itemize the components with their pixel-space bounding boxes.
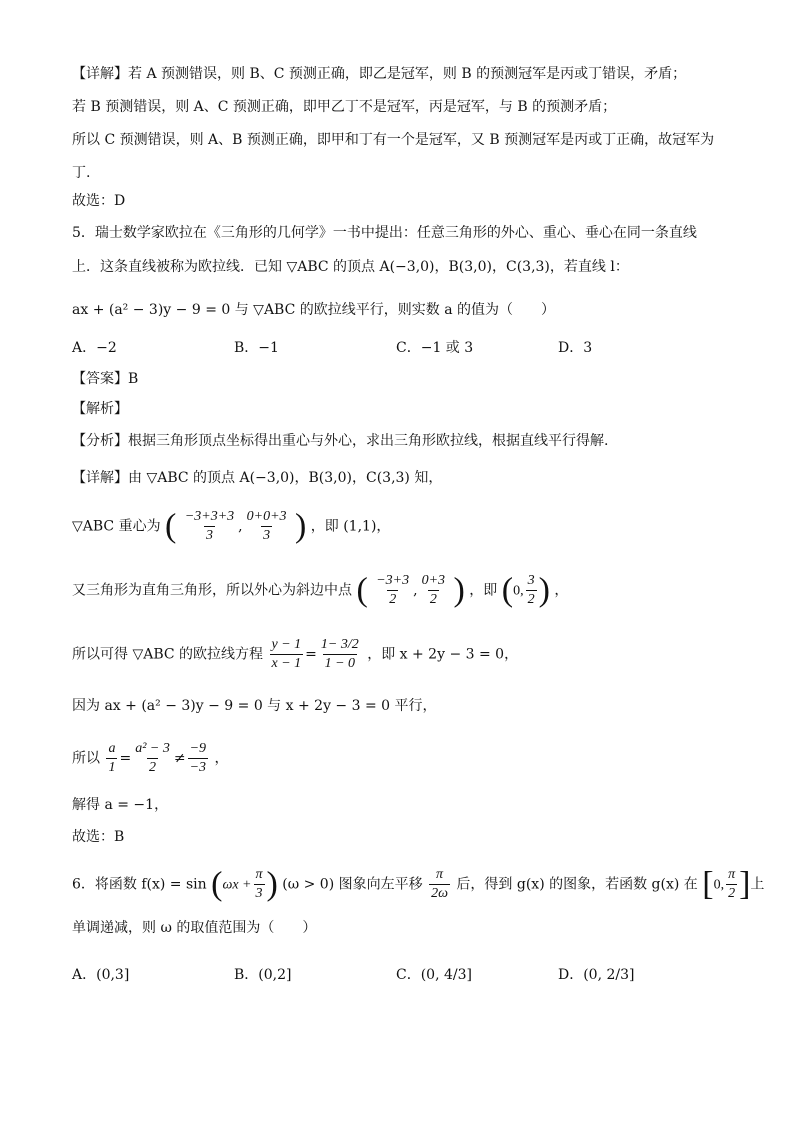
choice-line-1: 故选：D <box>72 193 126 209</box>
choice-line-2: 故选：B <box>72 829 125 845</box>
centroid-label: ▽ABC 重心为 <box>72 518 161 535</box>
solution-line-5: 因为 ax + (a² − 3)y − 9 = 0 与 x + 2y − 3 = 0 平行， <box>72 698 437 714</box>
right-paren: ) <box>453 571 465 609</box>
circumcenter-label: 又三角形为直角三角形，所以外心为斜边中点 <box>72 582 352 599</box>
q6-option-b: B．(0,2] <box>234 967 292 983</box>
solution-line-1: 【详解】由 ▽ABC 的顶点 A(−3,0)，B(3,0)，C(3,3) 知， <box>72 470 443 486</box>
solution-line-2: ▽ABC 重心为 ( $\frac{-3+3+3}{3}$ , $\frac{0+0+3}{3}$ ) ，即 (1,1)， <box>72 507 391 545</box>
centroid-x-fraction: $\frac{-3+3+3}{3}$ <box>184 509 235 543</box>
ratio-fraction-3: $\frac{-9}{-3}$ <box>189 741 207 775</box>
circumcenter-result-fraction: $\frac{3}{2}$ <box>527 573 535 607</box>
solution-line-3: 又三角形为直角三角形，所以外心为斜边中点 ( $\frac{-3+3}{2}$ , $\frac{0+3}{2}$ ) ，即 (0, $\frac{3}{2}$ ) ， <box>72 571 569 609</box>
slope-lhs-fraction: $\frac{y - 1}{x - 1}$ <box>271 637 302 671</box>
detail-line-1: 【详解】若 A 预测错误，则 B、C 预测正确，即乙是冠军，则 B 的预测冠军是丙或丁错误，矛盾； <box>72 66 687 82</box>
q5-option-b: B．−1 <box>234 340 279 356</box>
left-paren: ( <box>165 507 177 545</box>
centroid-result: ，即 (1,1)， <box>310 518 391 535</box>
slope-rhs-fraction: $\frac{1- 3/2}{1 - 0}$ <box>320 637 359 671</box>
q6-option-c: C．(0, 4/3] <box>396 967 472 983</box>
question-6-line-2: 单调递减，则 ω 的取值范围为（ ） <box>72 920 317 936</box>
phase-fraction: $\frac{\pi}{3}$ <box>255 867 263 901</box>
q6-option-a: A．(0,3] <box>72 967 130 983</box>
solution-line-4: 所以可得 ▽ABC 的欧拉线方程 $\frac{y - 1}{x - 1}$ = $\frac{1- 3/2}{1 - 0}$ ，即 x + 2y − 3 = 0， <box>72 637 519 671</box>
interval-fraction: $\frac{\pi}{2}$ <box>728 867 736 901</box>
solution-line-7: 解得 a = −1， <box>72 797 169 813</box>
right-paren: ) <box>294 507 307 545</box>
euler-line-label: 所以可得 ▽ABC 的欧拉线方程 <box>72 646 264 663</box>
detail-line-2: 若 B 预测错误，则 A、C 预测正确，即甲乙丁不是冠军，丙是冠军，与 B 的预测矛盾； <box>72 99 617 115</box>
question-5-line-2: 上．这条直线被称为欧拉线．已知 ▽ABC 的顶点 A(−3,0)，B(3,0)，C(3,3)，若直线 l： <box>72 259 629 275</box>
circumcenter-y-fraction: $\frac{0+3}{2}$ <box>421 573 446 607</box>
circumcenter-x-fraction: $\frac{-3+3}{2}$ <box>376 573 410 607</box>
euler-line-result: ，即 x + 2y − 3 = 0， <box>367 646 519 663</box>
q5-option-a: A．−2 <box>72 340 117 356</box>
question-5-line-3: ax + (a² − 3)y − 9 = 0 与 ▽ABC 的欧拉线平行，则实数 a 的值为（ ） <box>72 302 556 318</box>
solution-line-6: 所以 $\frac{a}{1}$ = $\frac{\text{a² − 3}}{2}$ ≠ $\frac{-9}{-3}$ ， <box>72 741 229 775</box>
q5-option-c: C．−1 或 3 <box>396 340 474 356</box>
ratio-fraction-2: $\frac{\text{a² − 3}}{2}$ <box>135 741 170 775</box>
analysis-line: 【分析】根据三角形顶点坐标得出重心与外心，求出三角形欧拉线，根据直线平行得解. <box>72 433 609 449</box>
centroid-y-fraction: $\frac{0+0+3}{3}$ <box>246 509 287 543</box>
detail-line-3: 所以 C 预测错误，则 A、B 预测正确，即甲和丁有一个是冠军，又 B 预测冠军是丙或丁正确，故冠军为 <box>72 132 715 148</box>
answer-label: 【答案】B <box>72 371 139 387</box>
question-5-line-1: 5．瑞士数学家欧拉在《三角形的几何学》一书中提出：任意三角形的外心、重心、垂心在同一条直线 <box>72 225 697 241</box>
q5-option-d: D．3 <box>558 340 593 356</box>
left-paren: ( <box>356 571 368 609</box>
detail-line-4: 丁. <box>72 165 91 181</box>
analysis-label: 【解析】 <box>72 401 128 417</box>
ratio-fraction-1: $\frac{a}{1}$ <box>108 741 116 775</box>
q6-option-d: D．(0, 2/3] <box>558 967 635 983</box>
question-6-line-1: 6．将函数 f(x) = sin (ωx + $\frac{\pi}{3}$ ) (ω > 0) 图象向左平移 $\frac{\pi}{2\omega}$ 后，得到 g(x) 的图象，若函数 g(x) 在 [0, $\frac{\pi}{2}$ ]上 <box>72 865 765 903</box>
shift-fraction: $\frac{\pi}{2\omega}$ <box>431 867 448 901</box>
